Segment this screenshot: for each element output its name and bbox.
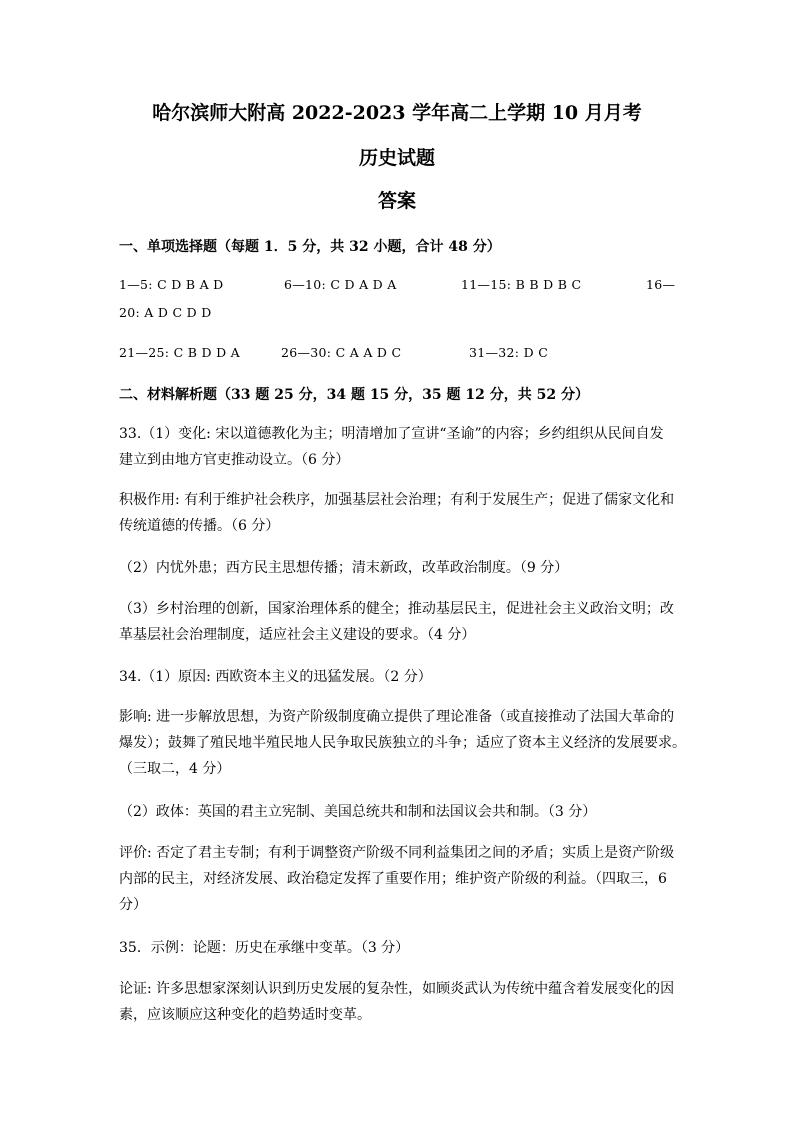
- answer-1-5: 1—5: C D B A D: [119, 277, 224, 292]
- answer-31-32: 31—32: D C: [469, 345, 549, 360]
- q35-argument: 论证: 许多思想家深刻认识到历史发展的复杂性，如顾炎武认为传统中蕴含着发展变化的因 素，应该顺应这种变化的趋势适时变革。: [119, 981, 675, 1023]
- answer-26-30: 26—30: C A A D C: [281, 345, 402, 360]
- q33-part1: 33.（1）变化: 宋以道德教化为主；明清增加了宣讲“圣谕”的内容；乡约组织从民间自发 建立到由地方官吏推动设立。（6 分）: [119, 426, 664, 468]
- q33-part2: （2）内忧外患；西方民主思想传播；清末新政，改革政治制度。（9 分）: [119, 560, 569, 576]
- answer-6-10: 6—10: C D A D A: [284, 277, 397, 292]
- answer-21-25: 21—25: C B D D A: [119, 345, 241, 360]
- q35-thesis: 35．示例：论题：历史在承继中变革。（3 分）: [119, 940, 410, 956]
- q34-part1: 34.（1）原因: 西欧资本主义的迅猛发展。（2 分）: [119, 669, 432, 685]
- subject-title: 历史试题: [358, 147, 435, 169]
- section1-heading: 一、单项选择题（每题 1．5 分，共 32 小题，合计 48 分）: [119, 239, 501, 255]
- answer-11-15: 11—15: B B D B C: [461, 277, 582, 292]
- q33-positive-effect: 积极作用: 有利于维护社会秩序，加强基层社会治理；有利于发展生产；促进了儒家文化和 传统道德的传播。（6 分）: [119, 492, 675, 534]
- q34-evaluation: 评价: 否定了君主专制；有利于调整资产阶级不同利益集团之间的矛盾；实质上是资产阶级 内部的民主，对经济发展、政治稳定发挥了重要作用；维护资产阶级的利益。（四取三，6 分）: [119, 845, 675, 913]
- section2-heading: 二、材料解析题（33 题 25 分，34 题 15 分，35 题 12 分，共 52 分）: [119, 387, 589, 403]
- answer-16-20-end: 20: A D C D D: [119, 305, 212, 320]
- answer-16-20-start: 16—: [646, 277, 676, 292]
- q34-impact: 影响: 进一步解放思想，为资产阶级制度确立提供了理论准备（或直接推动了法国大革命的 爆发）；鼓舞了殖民地半殖民地人民争取民族独立的斗争；适应了资本主义经济的发展要求。 （三取二，4 分）: [119, 709, 686, 777]
- school-exam-title: 哈尔滨师大附高 2022-2023 学年高二上学期 10 月月考: [152, 102, 642, 124]
- q33-part3: （3）乡村治理的创新，国家治理体系的健全；推动基层民主，促进社会主义政治文明；改 革基层社会治理制度，适应社会主义建设的要求。（4 分）: [119, 601, 674, 643]
- q34-part2: （2）政体：英国的君主立宪制、美国总统共和制和法国议会共和制。（3 分）: [119, 804, 597, 820]
- answer-label: 答案: [377, 190, 416, 212]
